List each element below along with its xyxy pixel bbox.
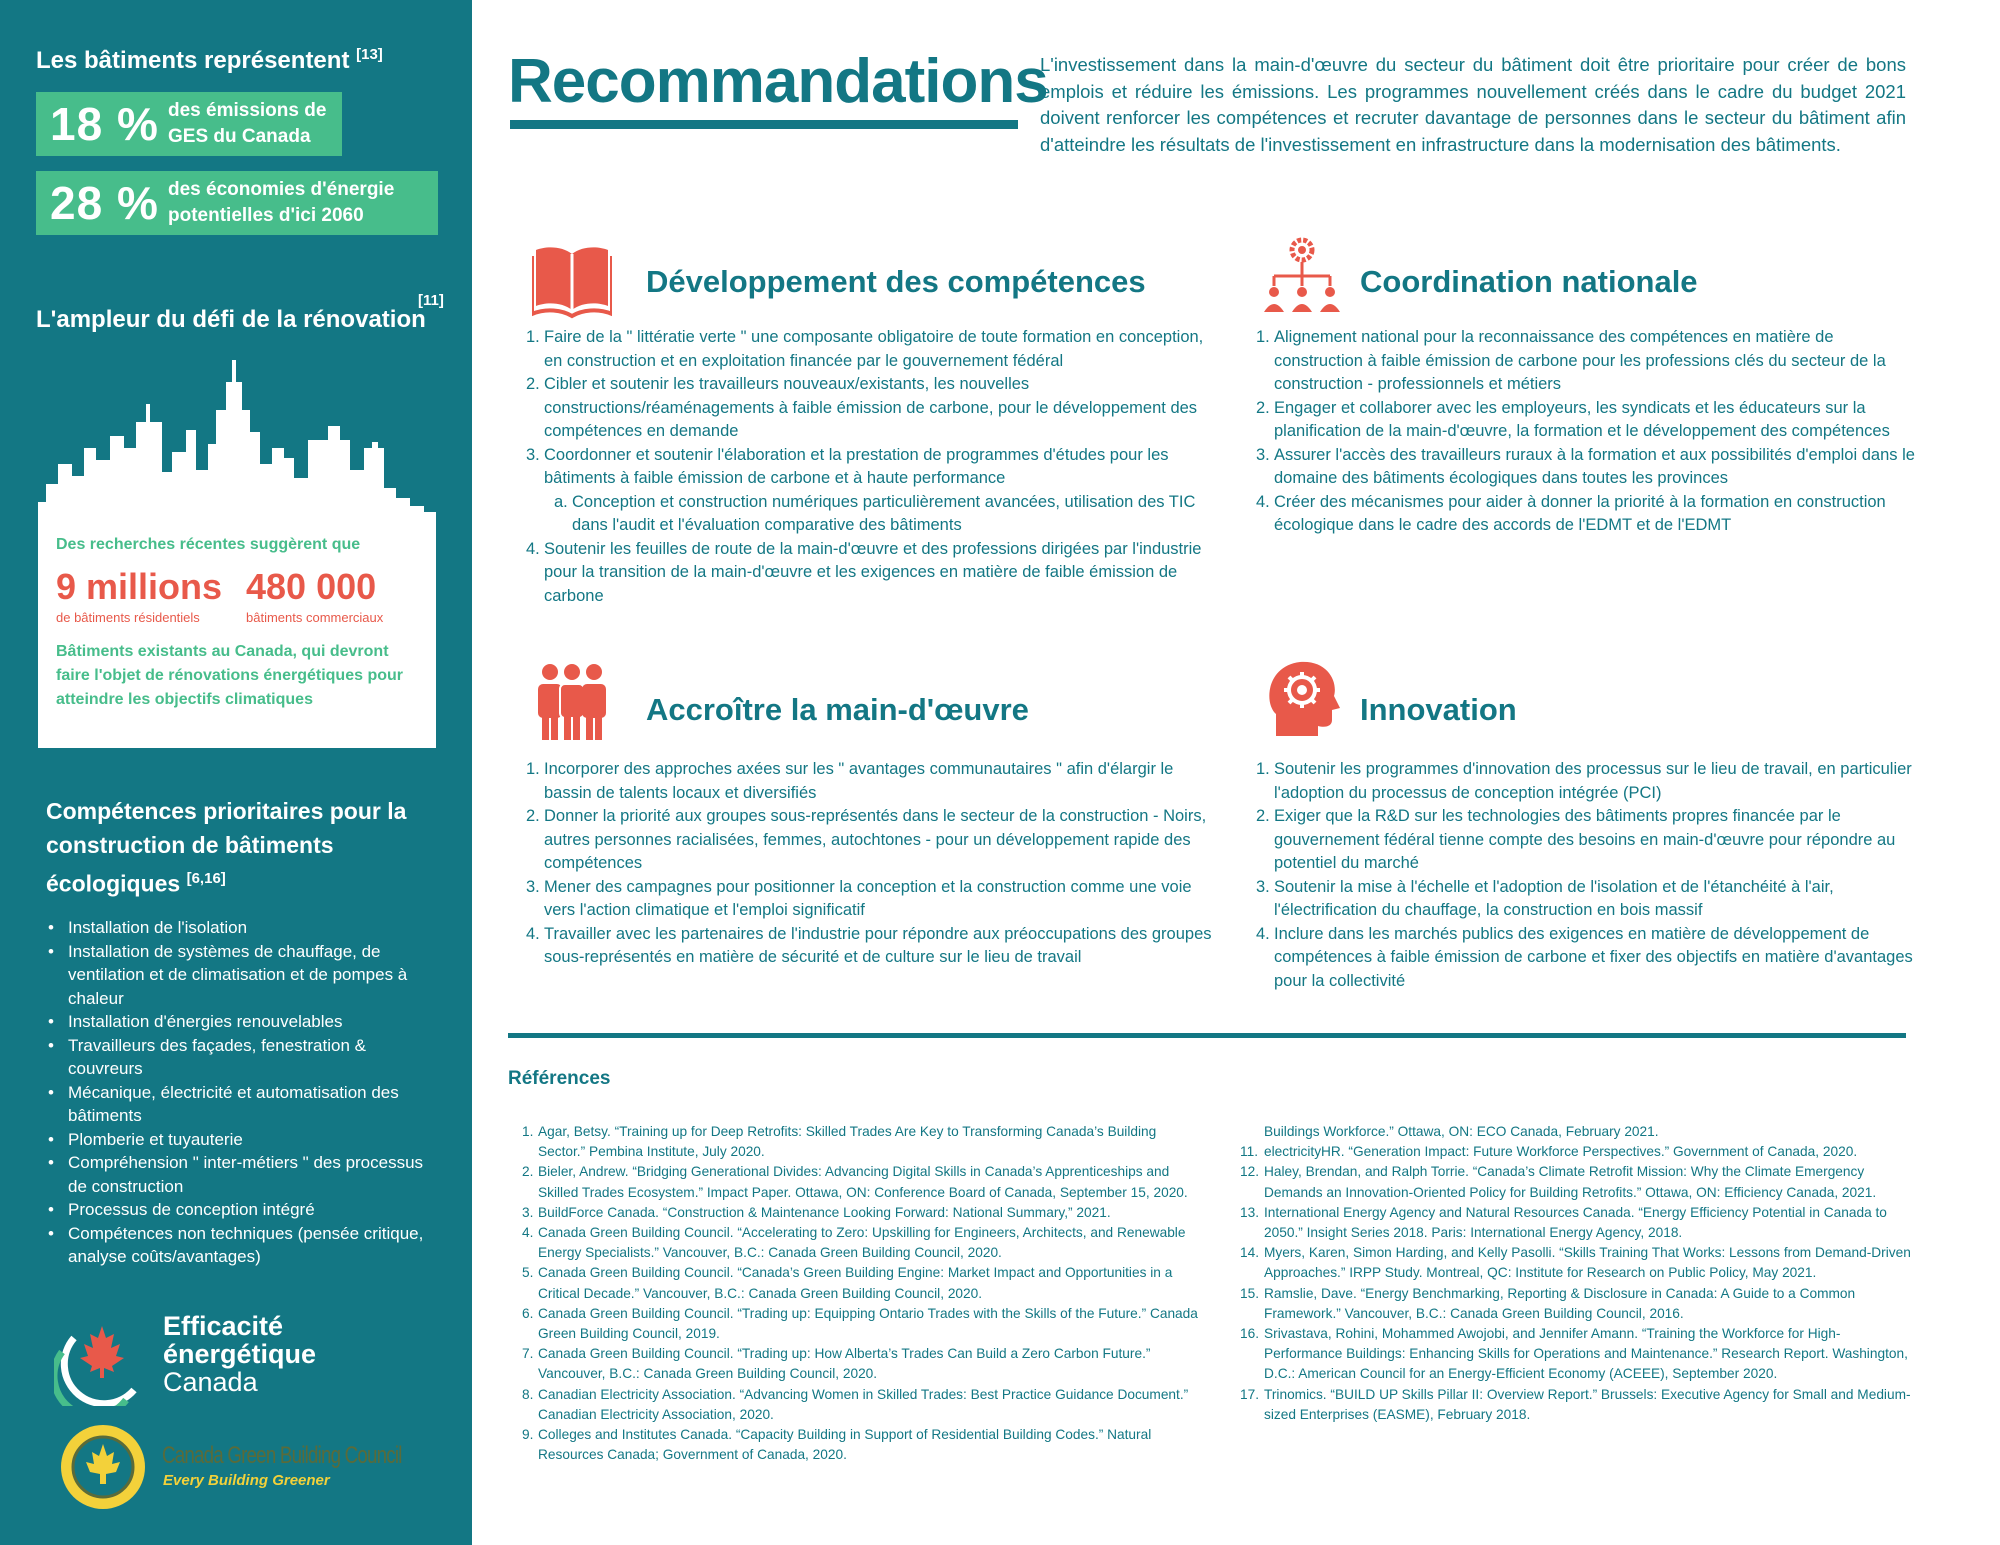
list-item: 2. Cibler et soutenir les travailleurs nouveaux/existants, les nouvelles constructions/réaménagements à faible émission de carbone, pour le développement des compétences en demande [526, 375, 1198, 440]
list-item: 1. Faire de la " littératie verte " une composante obligatoire de toute formation en conception, en construction et en exploitation financée par le gouvernement fédéral [526, 328, 1204, 370]
stat-value: 18 % [50, 98, 159, 150]
cagbc-seal-icon [58, 1422, 148, 1512]
reference-item: 17. Trinomics. “BUILD UP Skills Pillar II: Overview Report.” Brussels: Executive Agency for Small and Medium-sized Enterprises (EASME), February 2018. [1240, 1386, 1911, 1422]
intro-paragraph: L'investissement dans la main-d'œuvre du secteur du bâtiment doit être prioritaire pour créer de bons emplois et réduire les émissions. Les programmes nouvellement créés dans le cadre du budget 2021 doivent renforcer les compétences et recruter davantage de personnes dans le secteur du bâtiment afin d'atteindre les résultats de l'investissement en infrastructure dans la modernisation des bâtiments. [1040, 54, 1906, 155]
reference-item: 5. Canada Green Building Council. “Canada’s Green Building Engine: Market Impact and Opportunities in a Critical Decade.” Vancouver, B.C.: Canada Green Building Council, 2020. [522, 1265, 1173, 1301]
section-list [526, 758, 1216, 970]
page-title: Recommandations [508, 47, 1048, 116]
stat-label: des économies d'énergie potentielles d'ici 2060 [168, 179, 395, 226]
competences-list [46, 916, 426, 1269]
sidebar [0, 0, 472, 1545]
list-item: • Installation de systèmes de chauffage, de ventilation et de climatisation et de pompes à chaleur [46, 940, 426, 1011]
list-item: 4. Soutenir les feuilles de route de la main-d'œuvre et des professions dirigées par l'industrie pour la transition de la main-d'œuvre et les exigences en matière de faible émission de carbone [526, 539, 1202, 605]
stat-box [36, 171, 438, 235]
section-title: Accroître la main-d'œuvre [646, 692, 1029, 727]
stat-value: 28 % [50, 177, 159, 229]
sidebar-subtitle: L'ampleur du défi de la rénovation [36, 306, 426, 333]
book-icon [532, 240, 612, 320]
logo-text: Efficacité énergétique Canada [163, 1311, 317, 1397]
section-list [1256, 326, 1916, 538]
reference-item: 14. Myers, Karen, Simon Harding, and Kelly Pasolli. “Skills Training That Works: Lessons from Demand-Driven Approaches.” IRPP Study. Montreal, QC: Institute for Research on Public Policy, May 2021. [1240, 1245, 1911, 1281]
cagbc-logo [56, 1420, 456, 1514]
references-list [522, 1122, 1198, 1465]
commercial-label: bâtiments commerciaux [246, 610, 384, 625]
logo-tagline: Every Building Greener [163, 1472, 330, 1489]
head-gear-icon [1262, 658, 1342, 738]
org-chart-icon [1262, 236, 1342, 316]
reference-item: 13. International Energy Agency and Natural Resources Canada. “Energy Efficiency Potential in Canada to 2050.” Insight Series 2018. Paris: International Energy Agency, 2018. [1240, 1204, 1887, 1241]
list-item: 3. Soutenir la mise à l'échelle et l'adoption de l'isolation et de l'étanchéité à l'air, l'électrification du chauffage, la construction en bois massif [1256, 877, 1834, 919]
list-item: • Compétences non techniques (pensée critique, analyse coûts/avantages) [46, 1222, 426, 1269]
competences-title: Compétences prioritaires pour la construction de bâtiments écologiques [6,16] [46, 798, 407, 897]
reference-item: 3. BuildForce Canada. “Construction & Maintenance Looking Forward: National Summary,” 2021. [522, 1204, 1111, 1220]
stat-label: des émissions de GES du Canada [168, 100, 327, 147]
list-item: • Compréhension " inter-métiers " des processus de construction [46, 1151, 426, 1198]
reference-item: 15. Ramslie, Dave. “Energy Benchmarking, Reporting & Disclosure in Canada: A Guide to a Common Framework.” Vancouver, B.C.: Canada Green Building Council, 2016. [1240, 1285, 1856, 1321]
references-title: Références [508, 1068, 611, 1089]
list-item: 1. Incorporer des approches axées sur les " avantages communautaires " afin d'élargir le bassin de talents locaux et diversifiés [526, 760, 1174, 802]
list-item: • Installation d'énergies renouvelables [46, 1010, 426, 1034]
reference-item: 6. Canada Green Building Council. “Trading up: Equipping Ontario Trades with the Skills of the Future.” Canada Green Building Council, 2019. [522, 1305, 1198, 1342]
section-list [1256, 758, 1916, 993]
reference-item: 8. Canadian Electricity Association. “Advancing Women in Skilled Trades: Best Practice Guidance Document.” Canadian Electricity Association, 2020. [522, 1386, 1189, 1422]
section-title: Développement des compétences [646, 264, 1146, 299]
list-item: • Processus de conception intégré [46, 1198, 426, 1222]
list-item: • Plomberie et tuyauterie [46, 1128, 426, 1152]
list-item: 1. Soutenir les programmes d'innovation des processus sur le lieu de travail, en particulier l'adoption du processus de conception intégrée (PCI) [1256, 760, 1912, 802]
maple-leaf-icon [54, 1316, 150, 1406]
people-icon [532, 662, 612, 742]
list-item: 2. Donner la priorité aux groupes sous-représentés dans le secteur de la construction - Noirs, autres personnes racialisées, femmes, autochtones - pour un développement rapide des compétences [526, 807, 1207, 872]
reference-item: 4. Canada Green Building Council. “Accelerating to Zero: Upskilling for Engineers, Architects, and Renewable Energy Specialists.” Vancouver, B.C.: Canada Green Building Council, 2020. [522, 1225, 1186, 1261]
logo-text: Canada Green Building Council [162, 1442, 402, 1469]
citation: [13] [356, 46, 383, 63]
list-item: 3. Mener des campagnes pour positionner la conception et la construction comme une voie vers l'action climatique et l'emploi significatif [526, 877, 1192, 919]
title-underline [510, 120, 1018, 129]
card-intro: Des recherches récentes suggèrent que [56, 536, 361, 553]
reference-item: 9. Colleges and Institutes Canada. “Capacity Building in Support of Residential Building Codes.” Natural Resources Canada; Government of Canada, 2020. [522, 1427, 1152, 1463]
renovation-card [38, 526, 436, 748]
reference-item: 2. Bieler, Andrew. “Bridging Generational Divides: Advancing Digital Skills in Canada’s Apprenticeships and Skilled Trades Ecosystem.” Impact Paper. Ottawa, ON: Conference Board of Canada, September 15, 2020. [522, 1164, 1188, 1200]
list-item: • Mécanique, électricité et automatisation des bâtiments [46, 1081, 426, 1128]
citation: [6,16] [186, 870, 226, 887]
residential-label: de bâtiments résidentiels [56, 610, 200, 625]
list-item: a. Conception et construction numériques particulièrement avancées, utilisation des TIC dans l'audit et l'évaluation comparative des bâtiments [554, 492, 1196, 534]
reference-item-continued: Buildings Workforce.” Ottawa, ON: ECO Canada, February 2021. [1264, 1124, 1659, 1139]
list-item: 2. Exiger que la R&D sur les technologies des bâtiments propres financée par le gouvernement fédéral tienne compte des besoins en main-d'œuvre pour répondre au potentiel du marché [1256, 807, 1896, 872]
card-body: Bâtiments existants au Canada, qui devront faire l'objet de rénovations énergétiques pour atteindre les objectifs climatiques [56, 643, 403, 708]
list-item: 3. Coordonner et soutenir l'élaboration et la prestation de programmes d'études pour les bâtiments à faible émission de carbone et à haute performance [526, 445, 1169, 487]
section-title: Coordination nationale [1360, 264, 1698, 299]
reference-item: 7. Canada Green Building Council. “Trading up: How Alberta’s Trades Can Build a Zero Carbon Future.” Vancouver, B.C.: Canada Green Building Council, 2020. [522, 1346, 1151, 1382]
commercial-count: 480 000 [246, 566, 377, 607]
city-skyline-illustration [38, 352, 436, 528]
reference-item: 16. Srivastava, Rohini, Mohammed Awojobi, and Jennifer Amann. “Training the Workforce for High-Performance Buildings: Enhancing Skills for Operations and Maintenance.” Research Report. Washington, D.C.: American Council for an Energy-Efficient Economy (ACEEE), September 2020. [1240, 1326, 1908, 1382]
list-item: 4. Inclure dans les marchés publics des exigences en matière de développement de compétences à faible émission de carbone et fixer des objectifs en matière d'avantages pour la collectivité [1256, 924, 1913, 990]
list-item: 4. Créer des mécanismes pour aider à donner la priorité à la formation en construction écologique dans le cadre des accords de l'EDMT et de l'EDMT [1256, 492, 1886, 534]
references-list [1240, 1122, 1914, 1425]
efficacite-energetique-logo [54, 1312, 454, 1408]
list-item: • Travailleurs des façades, fenestration & couvreurs [46, 1034, 426, 1081]
list-item: 1. Alignement national pour la reconnaissance des compétences en matière de construction à faible émission de carbone pour les professions clés du secteur de la construction - professionnels et métiers [1256, 328, 1886, 393]
list-item: • Installation de l'isolation [46, 916, 426, 940]
list-item: 2. Engager et collaborer avec les employeurs, les syndicats et les éducateurs sur la planification de la main-d'œuvre, la formation et le développement des compétences [1256, 398, 1890, 440]
stat-box [36, 92, 342, 156]
list-item: 3. Assurer l'accès des travailleurs ruraux à la formation et aux possibilités d'emploi dans le domaine des bâtiments écologiques dans toutes les provinces [1256, 445, 1915, 487]
list-item: 4. Travailler avec les partenaires de l'industrie pour répondre aux préoccupations des groupes sous-représentés en matière de sécurité et de culture sur le lieu de travail [526, 924, 1212, 966]
reference-item: 1. Agar, Betsy. “Training up for Deep Retrofits: Skilled Trades Are Key to Transforming Canada’s Building Sector.” Pembina Institute, July 2020. [522, 1124, 1157, 1160]
residential-count: 9 millions [56, 566, 223, 607]
citation: [11] [418, 292, 444, 309]
section-title: Innovation [1360, 692, 1517, 727]
reference-item: 12. Haley, Brendan, and Ralph Torrie. “Canada’s Climate Retrofit Mission: Why the Climate Emergency Demands an Innovation-Oriented Policy for Building Retrofits.” Ottawa, ON: Efficiency Canada, 2021. [1240, 1164, 1877, 1200]
section-list [526, 326, 1216, 608]
sidebar-title: Les bâtiments représentent [13] [36, 46, 383, 74]
section-divider [508, 1033, 1906, 1038]
reference-item: 11. electricityHR. “Generation Impact: Future Workforce Perspectives.” Government of Canada, 2020. [1240, 1144, 1858, 1160]
